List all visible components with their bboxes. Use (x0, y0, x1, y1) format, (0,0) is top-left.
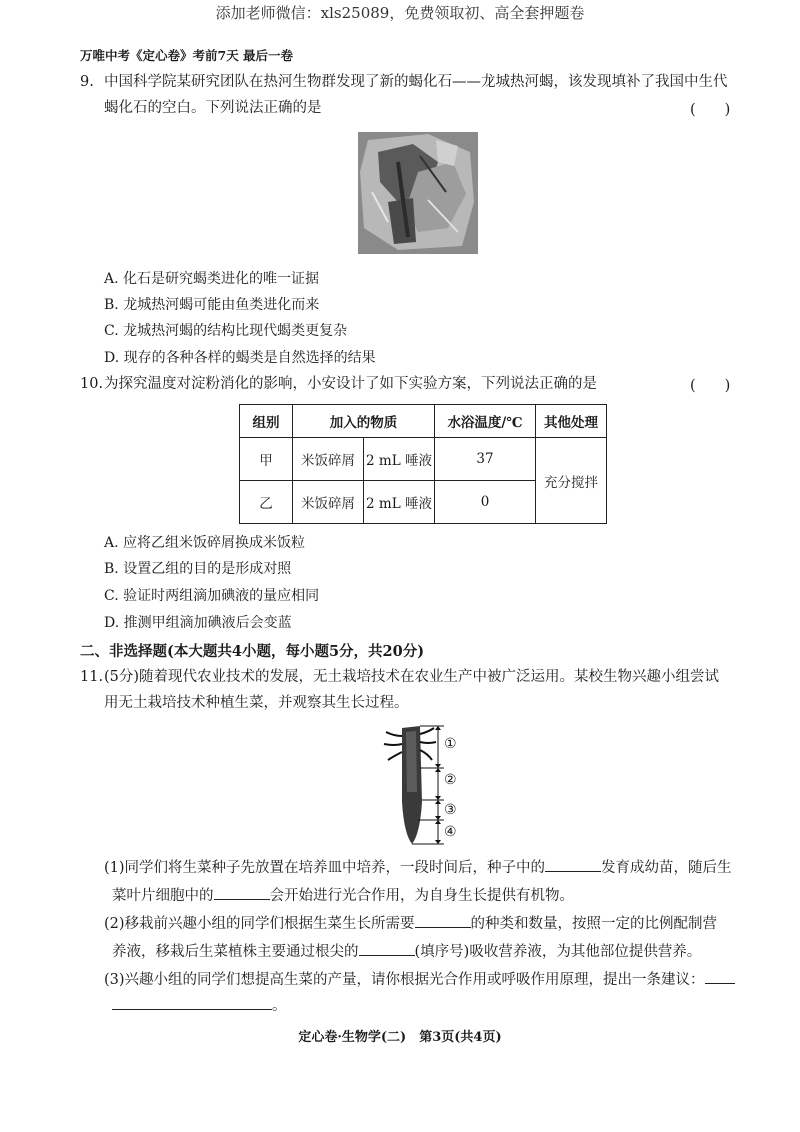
answer-blank[interactable] (359, 940, 415, 956)
q9-option-a: A. 化石是研究蝎类进化的唯一证据 (104, 271, 320, 287)
table-cell-group: 甲 (240, 438, 293, 481)
table-cell-food: 米饭碎屑 (293, 481, 364, 524)
table-header-cell: 其他处理 (536, 405, 607, 438)
q11-part2-line1: (2)移栽前兴趣小组的同学们根据生菜生长所需要 的种类和数量，按照一定的比例配制营 (104, 912, 717, 934)
answer-blank[interactable] (415, 912, 471, 928)
q11-number: 11. (80, 669, 104, 685)
table-header-row (240, 405, 607, 438)
q9-option-d: D. 现存的各种各样的蝎类是自然选择的结果 (104, 350, 376, 366)
root-label-1: ① (444, 736, 457, 752)
page-footer: 定心卷·生物学(二) 第3页(共4页) (298, 1030, 502, 1045)
table-header-cell: 组别 (240, 405, 293, 438)
q9-option-c: C. 龙城热河蝎的结构比现代蝎类更复杂 (104, 323, 348, 339)
table-cell-other: 充分搅拌 (536, 438, 607, 524)
fossil-photo-icon (358, 132, 478, 254)
root-label-2: ② (444, 772, 457, 788)
q11-part1-line1: (1)同学们将生菜种子先放置在培养皿中培养，一段时间后，种子中的 发育成幼苗，随后生 (104, 856, 732, 878)
q9-stem-line1: 9. 中国科学院某研究团队在热河生物群发现了新的蝎化石——龙城热河蝎，该发现填补了我国中生代 (80, 74, 728, 90)
table-cell-food: 米饭碎屑 (293, 438, 364, 481)
q11-part1-line2: 菜叶片细胞中的 会开始进行光合作用，为自身生长提供有机物。 (112, 884, 574, 906)
q10-option-b: B. 设置乙组的目的是形成对照 (104, 561, 292, 577)
exam-header: 万唯中考《定心卷》考前7天 最后一卷 (80, 48, 294, 63)
section-title: 二、非选择题(本大题共4小题，每小题5分，共20分) (80, 643, 425, 660)
table-row (240, 438, 607, 481)
q10-option-c: C. 验证时两组滴加碘液的量应相同 (104, 588, 320, 604)
q10-answer-paren: ( ) (690, 378, 731, 394)
q9-stem-line2: 蝎化石的空白。下列说法正确的是 (104, 100, 322, 116)
watermark-text: 添加老师微信：xls25089，免费领取初、高全套押题卷 (215, 4, 585, 22)
q9-number: 9. (80, 74, 94, 90)
answer-blank[interactable] (214, 884, 270, 900)
root-label-4: ④ (444, 824, 457, 840)
scorpion-fossil-image (358, 132, 478, 254)
q11-stem-line2: 用无土栽培技术种植生菜，并观察其生长过程。 (104, 695, 409, 711)
q9-answer-paren: ( ) (690, 102, 731, 118)
q11-part2-line2: 养液，移栽后生菜植株主要通过根尖的 (填序号)吸收营养液，为其他部位提供营养。 (112, 940, 701, 962)
q10-stem: 10.为探究温度对淀粉消化的影响，小安设计了如下实验方案，下列说法正确的是 (80, 376, 597, 392)
q10-option-d: D. 推测甲组滴加碘液后会变蓝 (104, 615, 292, 631)
table-header-cell: 加入的物质 (293, 405, 435, 438)
table-header-cell: 水浴温度/℃ (435, 405, 536, 438)
table-cell-temp: 37 (435, 438, 536, 481)
root-label-3: ③ (444, 802, 457, 818)
q11-stem-line1: 11.(5分)随着现代农业技术的发展，无土栽培技术在农业生产中被广泛运用。某校生物兴趣小组尝试 (80, 669, 720, 685)
table-cell-group: 乙 (240, 481, 293, 524)
table-cell-temp: 0 (435, 481, 536, 524)
q11-part3-line1: (3)兴趣小组的同学们想提高生菜的产量，请你根据光合作用或呼吸作用原理，提出一条建议： (104, 968, 735, 990)
q9-option-b: B. 龙城热河蝎可能由鱼类进化而来 (104, 297, 320, 313)
answer-blank[interactable] (545, 856, 601, 872)
q11-part3-line2: 。 (112, 994, 287, 1016)
table-cell-liquid: 2 mL 唾液 (364, 438, 435, 481)
q10-number: 10. (80, 376, 104, 392)
q10-option-a: A. 应将乙组米饭碎屑换成米饭粒 (104, 535, 306, 551)
answer-blank[interactable] (112, 994, 272, 1010)
table-cell-liquid: 2 mL 唾液 (364, 481, 435, 524)
answer-blank[interactable] (705, 968, 735, 984)
experiment-table (239, 404, 607, 524)
